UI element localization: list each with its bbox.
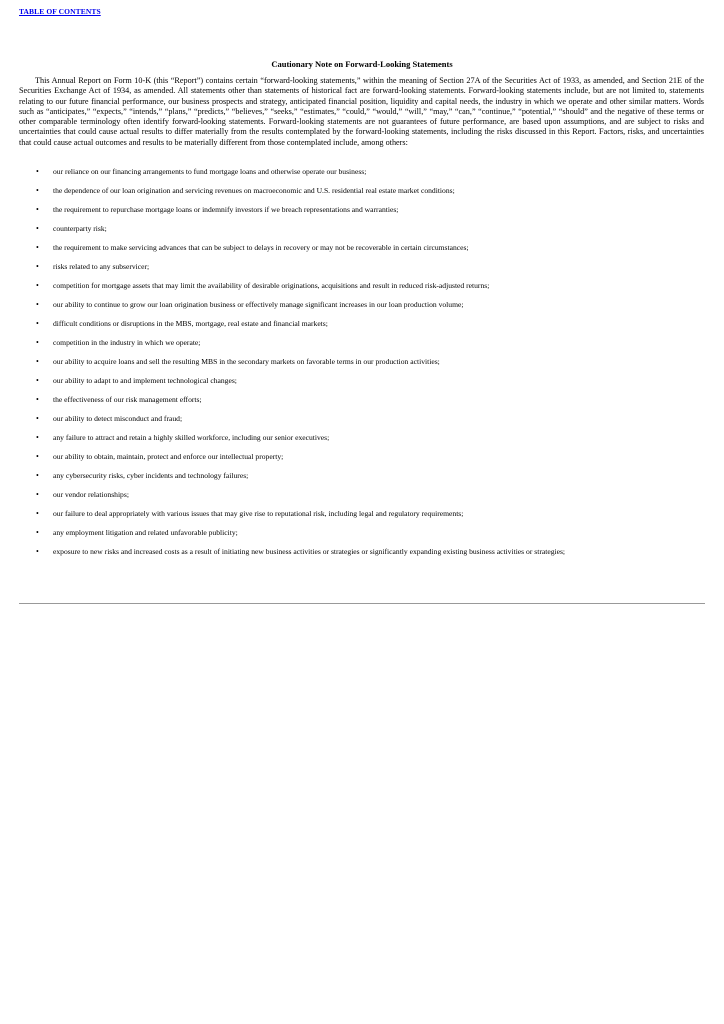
bullet-icon: • [36, 376, 39, 385]
list-item [0, 281, 724, 300]
risk-factor-list [0, 167, 724, 566]
bullet-icon: • [36, 205, 39, 214]
list-item-text: the dependence of our loan origination and servicing revenues on macroeconomic and U.S. residential real estate market conditions; [53, 186, 455, 195]
list-item-text: any cybersecurity risks, cyber incidents and technology failures; [53, 471, 249, 480]
bullet-icon: • [36, 243, 39, 252]
page-divider [19, 603, 705, 604]
list-item [0, 490, 724, 509]
list-item [0, 186, 724, 205]
table-of-contents-link[interactable]: TABLE OF CONTENTS [19, 7, 101, 16]
bullet-icon: • [36, 281, 39, 290]
bullet-icon: • [36, 433, 39, 442]
list-item [0, 452, 724, 471]
list-item-text: our ability to continue to grow our loan origination business or effectively manage significant increases in our loan production volume; [53, 300, 464, 309]
list-item-text: difficult conditions or disruptions in the MBS, mortgage, real estate and financial markets; [53, 319, 328, 328]
section-heading: Cautionary Note on Forward-Looking Statements [271, 59, 453, 69]
list-item [0, 528, 724, 547]
list-item-text: risks related to any subservicer; [53, 262, 150, 271]
bullet-icon: • [36, 186, 39, 195]
bullet-icon: • [36, 509, 39, 518]
list-item-text: our vendor relationships; [53, 490, 129, 499]
list-item-text: our failure to deal appropriately with various issues that may give rise to reputational risk, including legal and regulatory requirements; [53, 509, 464, 518]
list-item [0, 509, 724, 528]
list-item [0, 224, 724, 243]
list-item-text: our reliance on our financing arrangements to fund mortgage loans and otherwise operate our business; [53, 167, 367, 176]
list-item-text: competition in the industry in which we operate; [53, 338, 201, 347]
bullet-icon: • [36, 224, 39, 233]
bullet-icon: • [36, 471, 39, 480]
list-item-text: any failure to attract and retain a highly skilled workforce, including our senior executives; [53, 433, 330, 442]
list-item [0, 338, 724, 357]
list-item [0, 167, 724, 186]
list-item [0, 243, 724, 262]
list-item-text: the requirement to make servicing advances that can be subject to delays in recovery or may not be recoverable in certain circumstances; [53, 243, 469, 252]
bullet-icon: • [36, 547, 39, 556]
list-item [0, 300, 724, 319]
bullet-icon: • [36, 528, 39, 537]
bullet-icon: • [36, 319, 39, 328]
bullet-icon: • [36, 395, 39, 404]
list-item [0, 319, 724, 338]
bullet-icon: • [36, 414, 39, 423]
list-item-text: our ability to obtain, maintain, protect and enforce our intellectual property; [53, 452, 284, 461]
bullet-icon: • [36, 490, 39, 499]
list-item-text: any employment litigation and related unfavorable publicity; [53, 528, 238, 537]
bullet-icon: • [36, 338, 39, 347]
list-item-text: competition for mortgage assets that may limit the availability of desirable originations, acquisitions and result in reduced risk-adjusted returns; [53, 281, 490, 290]
bullet-icon: • [36, 452, 39, 461]
list-item [0, 376, 724, 395]
bullet-icon: • [36, 357, 39, 366]
list-item-text: counterparty risk; [53, 224, 107, 233]
list-item-text: our ability to detect misconduct and fraud; [53, 414, 183, 423]
list-item-text: exposure to new risks and increased costs as a result of initiating new business activities or strategies or significantly expanding existing business activities or strategies; [53, 547, 566, 556]
bullet-icon: • [36, 300, 39, 309]
bullet-icon: • [36, 167, 39, 176]
list-item [0, 414, 724, 433]
list-item-text: our ability to adapt to and implement technological changes; [53, 376, 237, 385]
list-item [0, 357, 724, 376]
intro-paragraph: This Annual Report on Form 10-K (this “Report”) contains certain “forward-looking statements,” within the meaning of Section 27A of the Securities Act of 1933, as amended, and Section 21E of the Securities Exchange Act of 1934, as amended. All statements other than statements of historical fact are forward-looking statements. Forward-looking statements include, but are not limited to, statements relating to our future financial performance, our business prospects and strategy, anticipated financial position, liquidity and capital needs, the industry in which we operate and other similar matters. Words such as “anticipates,” “expects,” “intends,” “plans,” “predicts,” “believes,” “seeks,” “estimates,” “could,” “would,” “will,” “may,” “can,” “continue,” “potential,” “should” and the negative of these terms or other comparable terminology often identify forward-looking statements. Forward-looking statements are not guarantees of future performance, are based upon assumptions, and are subject to risks and uncertainties that could cause actual results to differ materially from the results contemplated by the forward-looking statements, including the risks discussed in this Report. Factors, risks, and uncertainties that could cause actual outcomes and results to be materially different from those contemplated include, among others: [19, 76, 704, 147]
list-item-text: the requirement to repurchase mortgage loans or indemnify investors if we breach representations and warranties; [53, 205, 399, 214]
bullet-icon: • [36, 262, 39, 271]
list-item [0, 205, 724, 224]
list-item [0, 395, 724, 414]
list-item [0, 433, 724, 452]
list-item-text: the effectiveness of our risk management efforts; [53, 395, 202, 404]
list-item [0, 547, 724, 566]
list-item-text: our ability to acquire loans and sell the resulting MBS in the secondary markets on favorable terms in our production activities; [53, 357, 440, 366]
list-item [0, 262, 724, 281]
list-item [0, 471, 724, 490]
